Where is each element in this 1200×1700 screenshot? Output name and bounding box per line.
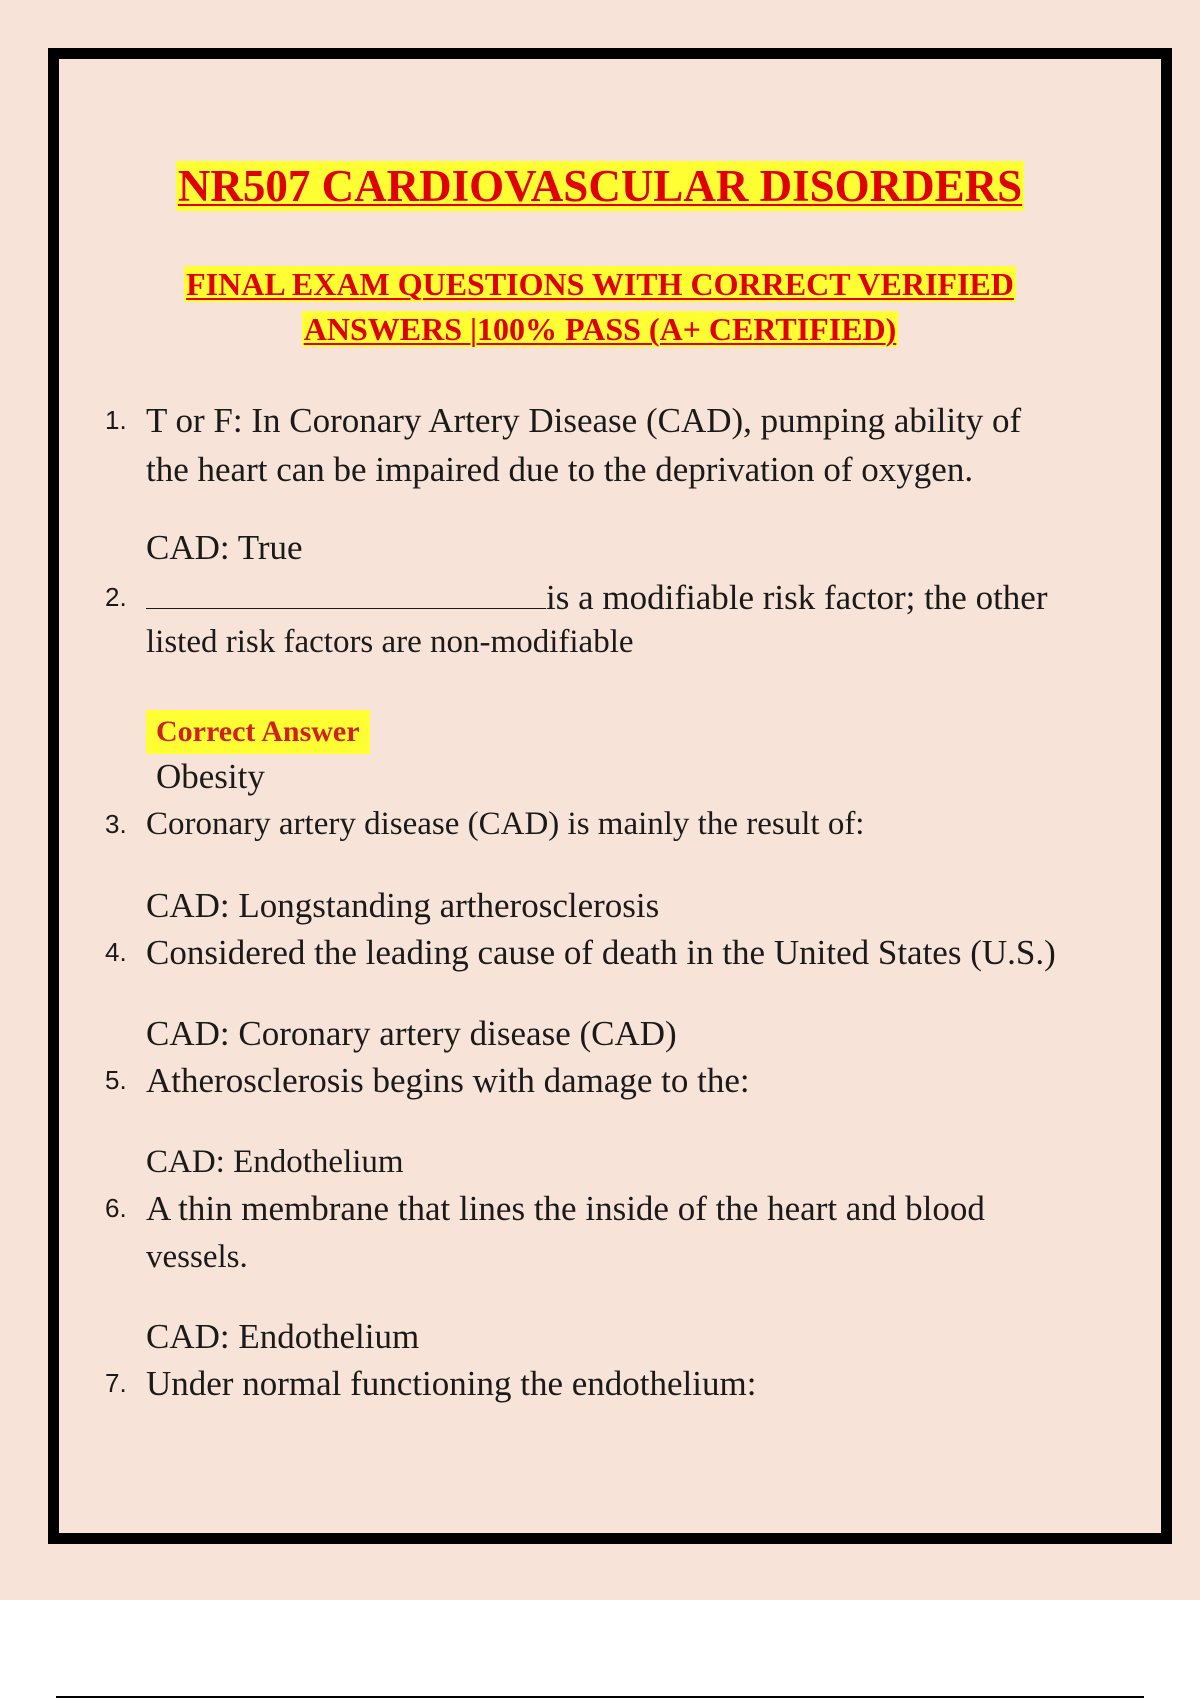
question-7 [105,1359,1105,1408]
question-number: 2. [105,582,127,612]
answer-3: CAD: Longstanding artherosclerosis [146,886,660,925]
question-number: 1. [105,405,127,435]
answer-1: CAD: True [146,528,303,567]
question-text-line-2: listed risk factors are non-modifiable [146,624,634,660]
question-text: Considered the leading cause of death in the United States (U.S.) [146,933,1056,972]
answer-blank [146,574,546,609]
question-1 [105,396,1105,494]
question-number: 3. [105,809,127,839]
document-title [0,158,1200,214]
question-text-line-2: vessels. [146,1239,248,1275]
question-text-line-1: T or F: In Coronary Artery Disease (CAD), pumping ability of [146,401,1022,440]
question-text: Coronary artery disease (CAD) is mainly the result of: [146,806,865,842]
footer-rule [56,1696,1144,1698]
question-text: Under normal functioning the endothelium: [146,1364,757,1403]
question-3 [105,800,1105,849]
question-4 [105,928,1105,977]
answer-5: CAD: Endothelium [146,1144,404,1180]
answer-6: CAD: Endothelium [146,1317,420,1356]
subtitle-line-1: FINAL EXAM QUESTIONS WITH CORRECT VERIFIED [186,266,1014,302]
question-number: 4. [105,937,127,967]
question-text-line-2: the heart can be impaired due to the deprivation of oxygen. [146,450,974,489]
question-text-line-1 [146,573,1105,622]
question-text: Atherosclerosis begins with damage to the: [146,1061,750,1100]
answer-2: Obesity [156,757,265,796]
question-text-after-blank: is a modifiable risk factor; the other [546,578,1048,617]
answer-4: CAD: Coronary artery disease (CAD) [146,1014,677,1053]
question-number: 7. [105,1368,127,1398]
question-2 [105,573,1105,662]
question-number: 6. [105,1193,127,1223]
correct-answer-label: Correct Answer [146,710,370,754]
document-subtitle [0,262,1200,352]
question-text-line-1: A thin membrane that lines the inside of the heart and blood [146,1189,985,1228]
question-5 [105,1056,1105,1105]
question-number: 5. [105,1065,127,1095]
subtitle-line-2: ANSWERS |100% PASS (A+ CERTIFIED) [303,311,897,347]
document-title-text: NR507 CARDIOVASCULAR DISORDERS [177,161,1023,211]
question-6 [105,1184,1105,1282]
